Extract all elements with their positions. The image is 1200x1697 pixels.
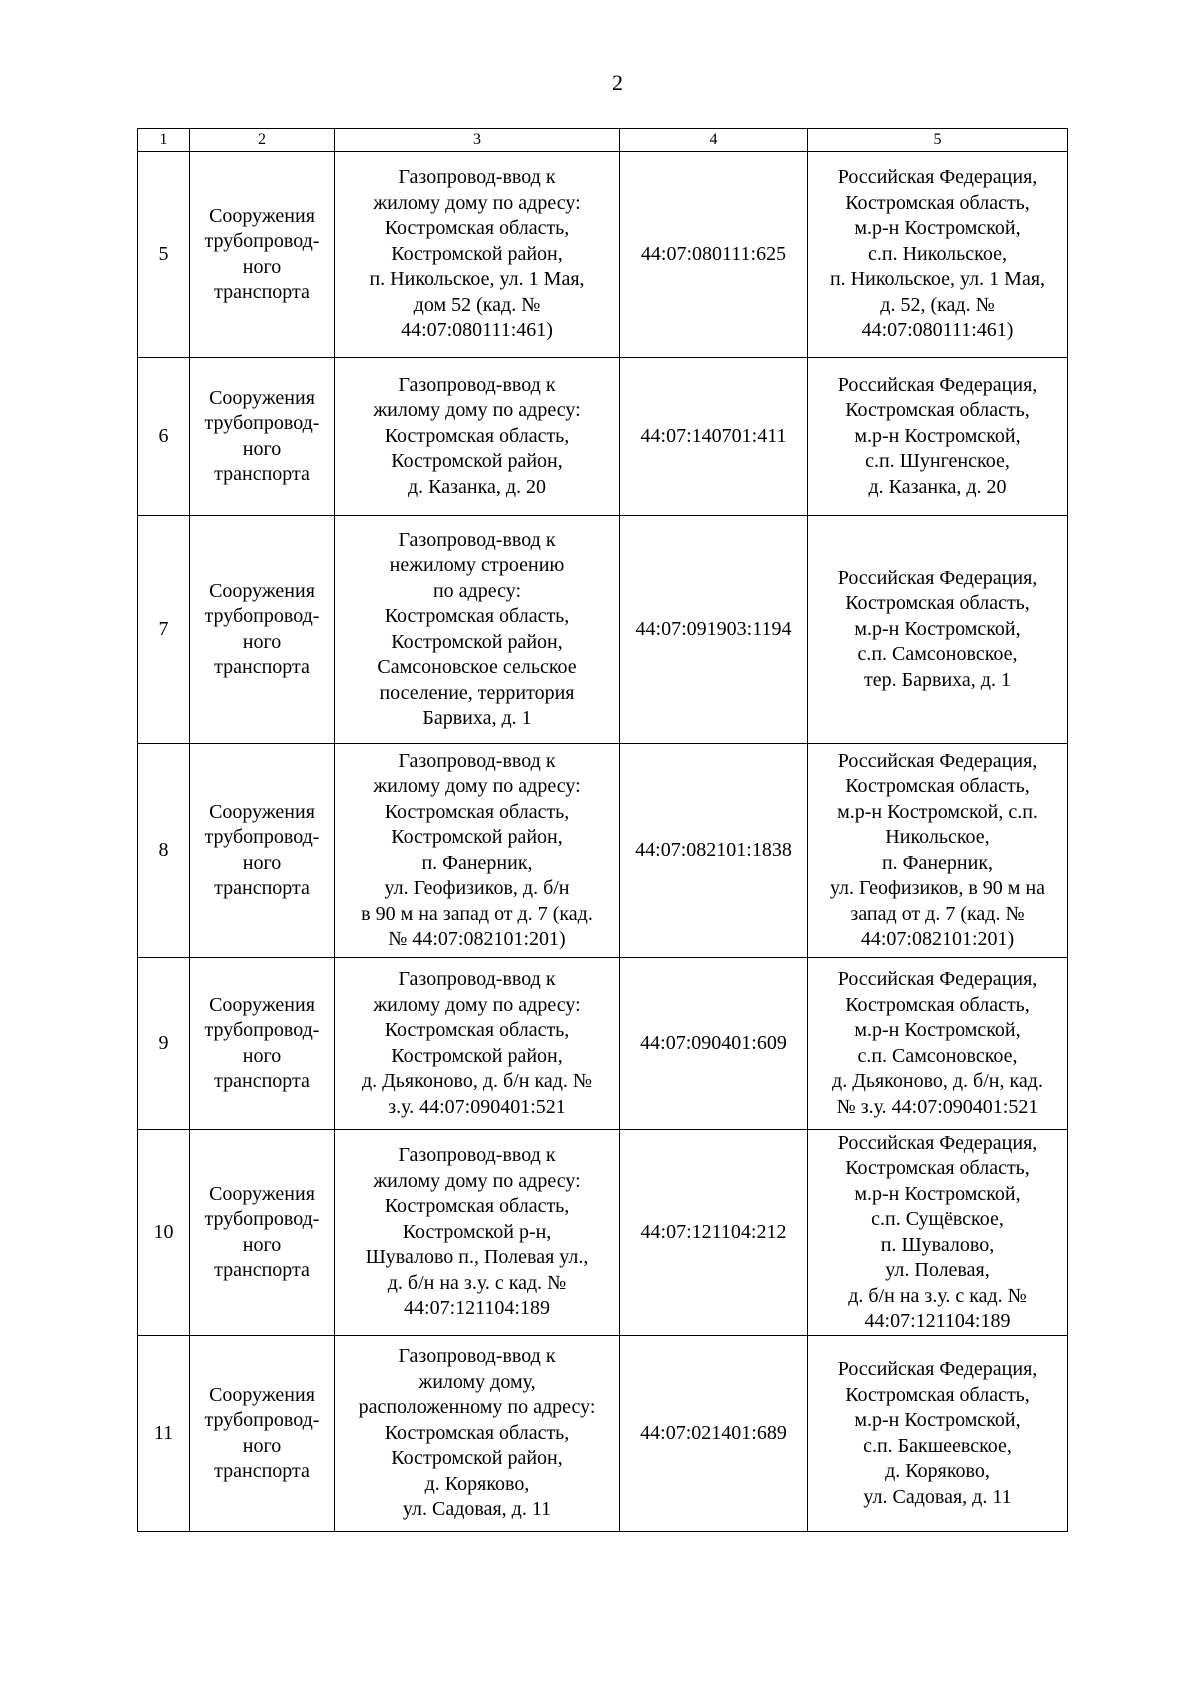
- object-address-line: п. Фанерник,: [881, 851, 994, 874]
- table-row: [138, 516, 1068, 744]
- page-number: 2: [612, 70, 623, 95]
- object-type-line: Сооружения: [209, 386, 315, 409]
- object-address-line: Российская Федерация,: [837, 373, 1038, 396]
- object-type-line: транспорта: [214, 1460, 310, 1482]
- object-address-line: Российская Федерация,: [837, 968, 1038, 990]
- object-address-line: Российская Федерация,: [837, 1358, 1038, 1380]
- object-address: [808, 358, 1068, 516]
- object-name: [335, 958, 620, 1130]
- column-number-1: 1: [138, 129, 190, 152]
- column-number-3: 3: [335, 129, 620, 152]
- object-name-line: ул. Геофизиков, д. б/н: [384, 877, 570, 899]
- object-name: [335, 358, 620, 516]
- object-name-line: Костромской район,: [391, 1044, 563, 1067]
- object-address-line: Российская Федерация,: [837, 1131, 1038, 1154]
- object-name-line: жилому дому,: [418, 1370, 536, 1393]
- object-name-line: Самсоновское сельское: [377, 656, 577, 678]
- object-type-line: ного: [242, 1434, 282, 1457]
- cadastral-number: 44:07:090401:609: [620, 958, 808, 1130]
- object-type-line: транспорта: [214, 281, 310, 303]
- object-type: [190, 744, 335, 958]
- object-address-line: запад от д. 7 (кад. №: [850, 902, 1025, 925]
- cadastral-number: 44:07:080111:625: [620, 152, 808, 358]
- object-name-line: 44:07:121104:189: [404, 1297, 550, 1320]
- object-type-line: Сооружения: [209, 579, 315, 602]
- row-number: 10: [138, 1130, 190, 1336]
- object-name-line: поселение, территория: [379, 681, 575, 704]
- object-address-line: д. Казанка, д. 20: [868, 475, 1007, 498]
- object-address-line: д. Дьяконово, д. б/н, кад.: [832, 1070, 1043, 1092]
- object-name-line: Костромская область,: [384, 800, 570, 823]
- object-type-line: ного: [242, 255, 282, 278]
- object-address-line: Костромская область,: [845, 1157, 1030, 1179]
- object-address-line: м.р-н Костромской, с.п.: [837, 800, 1038, 823]
- object-address-line: Российская Федерация,: [837, 749, 1038, 772]
- object-name-line: д. б/н на з.у. с кад. №: [387, 1271, 567, 1294]
- object-type-line: трубопровод-: [204, 1208, 320, 1230]
- object-address-line: м.р-н Костромской,: [854, 1182, 1021, 1205]
- object-address-line: 44:07:082101:201): [860, 928, 1015, 950]
- object-name-line: п. Никольское, ул. 1 Мая,: [369, 268, 585, 291]
- object-type: [190, 1130, 335, 1336]
- table-row: [138, 744, 1068, 958]
- object-name: [335, 1130, 620, 1336]
- object-address-line: м.р-н Костромской,: [854, 1409, 1021, 1431]
- object-name-line: расположенному по адресу:: [358, 1396, 596, 1419]
- object-type-line: транспорта: [214, 656, 310, 678]
- object-name-line: жилому дому по адресу:: [373, 1169, 581, 1192]
- object-name-line: Костромской район,: [391, 1447, 563, 1470]
- column-number-5: 5: [808, 129, 1068, 152]
- object-address-line: с.п. Никольское,: [868, 242, 1007, 265]
- property-table: [137, 128, 1068, 1532]
- object-address: [808, 152, 1068, 358]
- cadastral-number: 44:07:082101:1838: [620, 744, 808, 958]
- object-type-line: ного: [242, 851, 282, 874]
- object-name-line: Костромская область,: [384, 1019, 570, 1041]
- object-address-line: м.р-н Костромской,: [854, 1019, 1021, 1041]
- object-address-line: д. б/н на з.у. с кад. №: [848, 1284, 1027, 1307]
- object-name-line: жилому дому по адресу:: [373, 775, 581, 797]
- object-type-line: Сооружения: [209, 204, 315, 227]
- object-address-line: с.п. Сущёвское,: [871, 1208, 1004, 1230]
- column-number-2: 2: [190, 129, 335, 152]
- object-name-line: Газопровод-ввод к: [398, 1144, 556, 1167]
- object-address-line: Никольское,: [885, 826, 990, 848]
- object-name-line: Газопровод-ввод к: [398, 528, 556, 551]
- row-number: 9: [138, 958, 190, 1130]
- row-number: 7: [138, 516, 190, 744]
- object-name-line: Костромская область,: [384, 1195, 570, 1218]
- object-type: [190, 958, 335, 1130]
- object-name-line: д. Коряково,: [424, 1472, 530, 1495]
- row-number: 5: [138, 152, 190, 358]
- object-type: [190, 152, 335, 358]
- object-name-line: в 90 м на запад от д. 7 (кад.: [361, 902, 593, 925]
- object-address-line: Костромская область,: [845, 1383, 1030, 1406]
- object-name-line: Газопровод-ввод к: [398, 749, 556, 772]
- object-name-line: п. Фанерник,: [421, 851, 533, 874]
- table-header-row: [138, 129, 1068, 152]
- table-row: [138, 1336, 1068, 1532]
- object-address-line: п. Шувалово,: [880, 1233, 995, 1256]
- object-type-line: ного: [242, 630, 282, 653]
- cadastral-number: 44:07:091903:1194: [620, 516, 808, 744]
- object-type-line: трубопровод-: [204, 826, 320, 848]
- object-name-line: Костромской район,: [391, 450, 563, 473]
- row-number: 11: [138, 1336, 190, 1532]
- row-number: 6: [138, 358, 190, 516]
- object-type-line: ного: [242, 1044, 282, 1067]
- object-address-line: Костромская область,: [845, 191, 1030, 214]
- object-address-line: тер. Барвиха, д. 1: [864, 668, 1011, 691]
- object-name: [335, 744, 620, 958]
- object-address: [808, 958, 1068, 1130]
- object-type-line: Сооружения: [209, 1182, 315, 1205]
- object-address-line: Костромская область,: [845, 399, 1030, 422]
- object-address-line: 44:07:121104:189: [864, 1310, 1011, 1332]
- object-name-line: дом 52 (кад. №: [413, 293, 541, 316]
- object-address-line: ул. Садовая, д. 11: [863, 1485, 1012, 1508]
- object-name-line: ул. Садовая, д. 11: [402, 1498, 552, 1521]
- object-address-line: Костромская область,: [845, 993, 1030, 1016]
- object-address-line: д. Коряково,: [885, 1460, 990, 1482]
- object-type-line: транспорта: [214, 1070, 310, 1092]
- table-row: [138, 358, 1068, 516]
- object-address: [808, 516, 1068, 744]
- object-address-line: п. Никольское, ул. 1 Мая,: [829, 268, 1046, 291]
- object-address: [808, 744, 1068, 958]
- object-name-line: нежилому строению: [389, 554, 565, 576]
- table-row: [138, 958, 1068, 1130]
- object-name-line: Костромская область,: [384, 424, 570, 447]
- object-name-line: № 44:07:082101:201): [388, 928, 566, 950]
- object-type-line: трубопровод-: [204, 412, 320, 434]
- column-number-4: 4: [620, 129, 808, 152]
- object-type-line: транспорта: [214, 1259, 310, 1281]
- object-name-line: Газопровод-ввод к: [398, 1345, 556, 1368]
- object-address-line: Костромская область,: [845, 775, 1030, 797]
- row-number: 8: [138, 744, 190, 958]
- object-type: [190, 358, 335, 516]
- object-name-line: Костромская область,: [384, 217, 570, 240]
- table-row: [138, 1130, 1068, 1336]
- object-name-line: д. Дьяконово, д. б/н кад. №: [361, 1070, 592, 1092]
- object-address-line: с.п. Шунгенское,: [865, 450, 1010, 473]
- object-type-line: Сооружения: [209, 993, 315, 1016]
- object-name-line: Газопровод-ввод к: [398, 968, 556, 990]
- object-name-line: з.у. 44:07:090401:521: [388, 1095, 566, 1118]
- object-type-line: трубопровод-: [204, 605, 320, 627]
- object-address-line: д. 52, (кад. №: [880, 293, 995, 316]
- object-name-line: Костромской район,: [391, 826, 563, 848]
- object-type-line: трубопровод-: [204, 1409, 320, 1431]
- object-name-line: 44:07:080111:461): [401, 319, 553, 342]
- object-name-line: Шувалово п., Полевая ул.,: [365, 1246, 589, 1269]
- table-row: [138, 152, 1068, 358]
- object-address-line: № з.у. 44:07:090401:521: [836, 1095, 1039, 1118]
- cadastral-number: 44:07:021401:689: [620, 1336, 808, 1532]
- object-address-line: ул. Геофизиков, в 90 м на: [829, 877, 1046, 899]
- object-address-line: м.р-н Костромской,: [854, 217, 1021, 240]
- object-type-line: трубопровод-: [204, 230, 320, 252]
- object-type-line: транспорта: [214, 463, 310, 485]
- object-address-line: Российская Федерация,: [837, 166, 1038, 189]
- object-name: [335, 1336, 620, 1532]
- object-name-line: Костромская область,: [384, 1421, 570, 1444]
- object-name-line: Костромской р-н,: [402, 1220, 552, 1243]
- object-type-line: ного: [242, 437, 282, 460]
- object-type-line: транспорта: [214, 877, 310, 899]
- object-name-line: жилому дому по адресу:: [373, 993, 581, 1016]
- object-address-line: с.п. Самсоновское,: [857, 643, 1018, 666]
- cadastral-number: 44:07:140701:411: [620, 358, 808, 516]
- object-address-line: м.р-н Костромской,: [854, 617, 1021, 640]
- object-address: [808, 1336, 1068, 1532]
- object-type-line: ного: [242, 1233, 282, 1256]
- object-address-line: с.п. Самсоновское,: [857, 1044, 1018, 1067]
- object-type-line: трубопровод-: [204, 1019, 320, 1041]
- object-address-line: Костромская область,: [845, 592, 1030, 615]
- object-address: [808, 1130, 1068, 1336]
- object-address-line: 44:07:080111:461): [861, 319, 1014, 342]
- object-type-line: Сооружения: [209, 800, 315, 823]
- object-type: [190, 1336, 335, 1532]
- object-type-line: Сооружения: [209, 1383, 315, 1406]
- object-name-line: Барвиха, д. 1: [422, 707, 532, 729]
- object-name-line: Газопровод-ввод к: [398, 373, 556, 396]
- object-address-line: с.п. Бакшеевское,: [863, 1434, 1012, 1457]
- object-name-line: жилому дому по адресу:: [373, 191, 581, 214]
- object-name-line: по адресу:: [432, 579, 522, 602]
- object-name-line: д. Казанка, д. 20: [407, 475, 547, 498]
- object-name: [335, 152, 620, 358]
- cadastral-number: 44:07:121104:212: [620, 1130, 808, 1336]
- object-name-line: жилому дому по адресу:: [373, 399, 581, 422]
- object-name-line: Газопровод-ввод к: [398, 166, 556, 189]
- object-name-line: Костромская область,: [384, 605, 570, 627]
- object-address-line: Российская Федерация,: [837, 566, 1038, 589]
- object-name: [335, 516, 620, 744]
- object-address-line: м.р-н Костромской,: [854, 424, 1021, 447]
- object-name-line: Костромской район,: [391, 630, 563, 653]
- object-address-line: ул. Полевая,: [885, 1259, 990, 1281]
- object-type: [190, 516, 335, 744]
- object-name-line: Костромской район,: [391, 242, 563, 265]
